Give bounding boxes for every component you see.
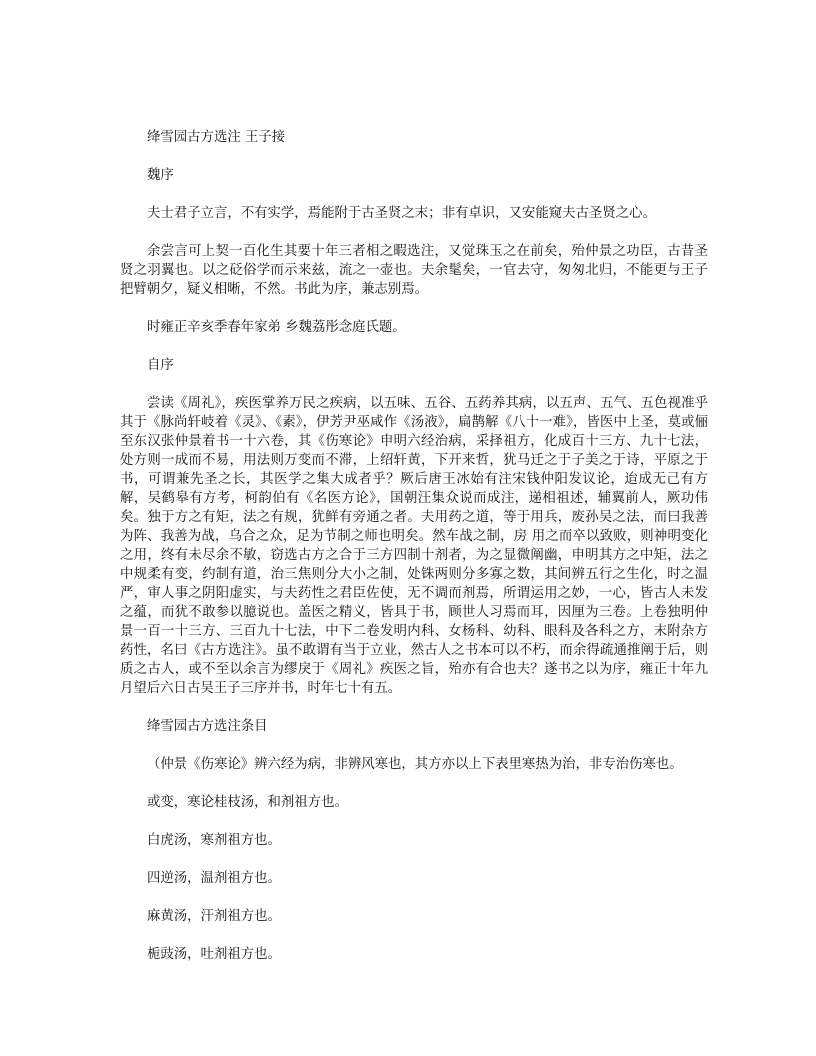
document-body: [120, 128, 708, 983]
author-preface-heading: 自序: [147, 358, 174, 373]
entry-item: （仲景《伤寒论》辨六经为病，非辨风寒也，其方亦以上下表里寒热为治，非专治伤寒也。: [147, 757, 683, 772]
wei-preface-signature: 时雍正辛亥季春年家弟 乡魏荔彤念庭氏题。: [147, 320, 406, 335]
author-preface-paragraph: 尝读《周礼》，疾医掌养万民之疾病，以五味、五谷、五药养其病，以五声、五气、五色视准乎其于《脉尚轩岐着《灵》、《素》，伊芳尹巫咸作《汤液》，扁鹊解《八十一难》，皆医中上圣，莫或俪至东汉张仲景着书一十六卷，其《伤寒论》申明六经治病，采择祖方，化成百十三方、九十七法，处方则一成而不易，用法则万变而不滞，上绍轩黄，下开来哲，犹马迁之于子美之于诗，平原之于书，可谓兼先圣之长，其医学之集大成者乎？厥后唐王冰始有注宋钱仲阳发议论，迨成无己有方解，吴鹤皋有方考，柯韵伯有《名医方论》，国朝汪集众说而成注，递相祖述，辅翼前人，厥功伟矣。独于方之有矩，法之有规，犹鲜有旁通之者。夫用药之道，等于用兵，废孙吴之法，而曰我善为阵、我善为战，乌合之众，足为节制之师也明矣。然车战之制，房 用之而卒以致败，则神明变化之用，终有未尽余不敏，窃选古方之合于三方四制十剂者，为之显微阐幽，申明其方之中矩，法之中规柔有变，约制有道，治三焦则分大小之制，处铢两则分多寡之数，其间辨五行之生化，时之温严，审人事之阴阳虚实，与夫药性之君臣佐使，无不调而剂焉，所谓运用之妙，一心，皆古人未发之蕴，而犹不敢参以臆说也。盖医之精义，皆具于书，顾世人习焉而耳，因厘为三卷。上卷独明仲景一百一十三方、三百九十七法，中下二卷发明内科、女杨科、幼科、眼科及各科之方，末附杂方药性，名曰《古方选注》。虽不敢谓有当于立业，然古人之书本可以不朽，而余得疏通推阐于后，则质之古人，或不至以余言为缪戾于《周礼》疾医之旨，殆亦有合也夫？遂书之以为序，雍正十年九月望后六日古吴王子三序并书，时年七十有五。: [120, 396, 708, 696]
entry-item: 白虎汤，寒剂祖方也。: [147, 833, 281, 848]
entry-item: 四逆汤，温剂祖方也。: [147, 871, 281, 886]
entry-item: 或变，寒论桂枝汤，和剂祖方也。: [147, 795, 348, 810]
entry-item: 栀豉汤，吐剂祖方也。: [147, 947, 281, 962]
document-title: 绛雪园古方选注 王子接: [147, 130, 286, 145]
wei-preface-paragraph-2: 余尝言可上契一百化生其要十年三者相之暇选注，又觉珠玉之在前矣，殆仲景之功臣，古昔圣贤之羽翼也。以之砭俗学而示来兹，流之一壶也。夫余髦矣，一官去守，匆匆北归，不能更与王子把臂朝夕，疑义相晰，不然。书此为序，兼志别焉。: [120, 244, 708, 297]
entries-heading: 绛雪园古方选注条目: [147, 719, 268, 734]
wei-preface-paragraph-1: 夫士君子立言，不有实学，焉能附于古圣贤之末；非有卓识，又安能窥夫古圣贤之心。: [147, 206, 656, 221]
wei-preface-heading: 魏序: [147, 168, 174, 183]
entry-item: 麻黄汤，汗剂祖方也。: [147, 909, 281, 924]
